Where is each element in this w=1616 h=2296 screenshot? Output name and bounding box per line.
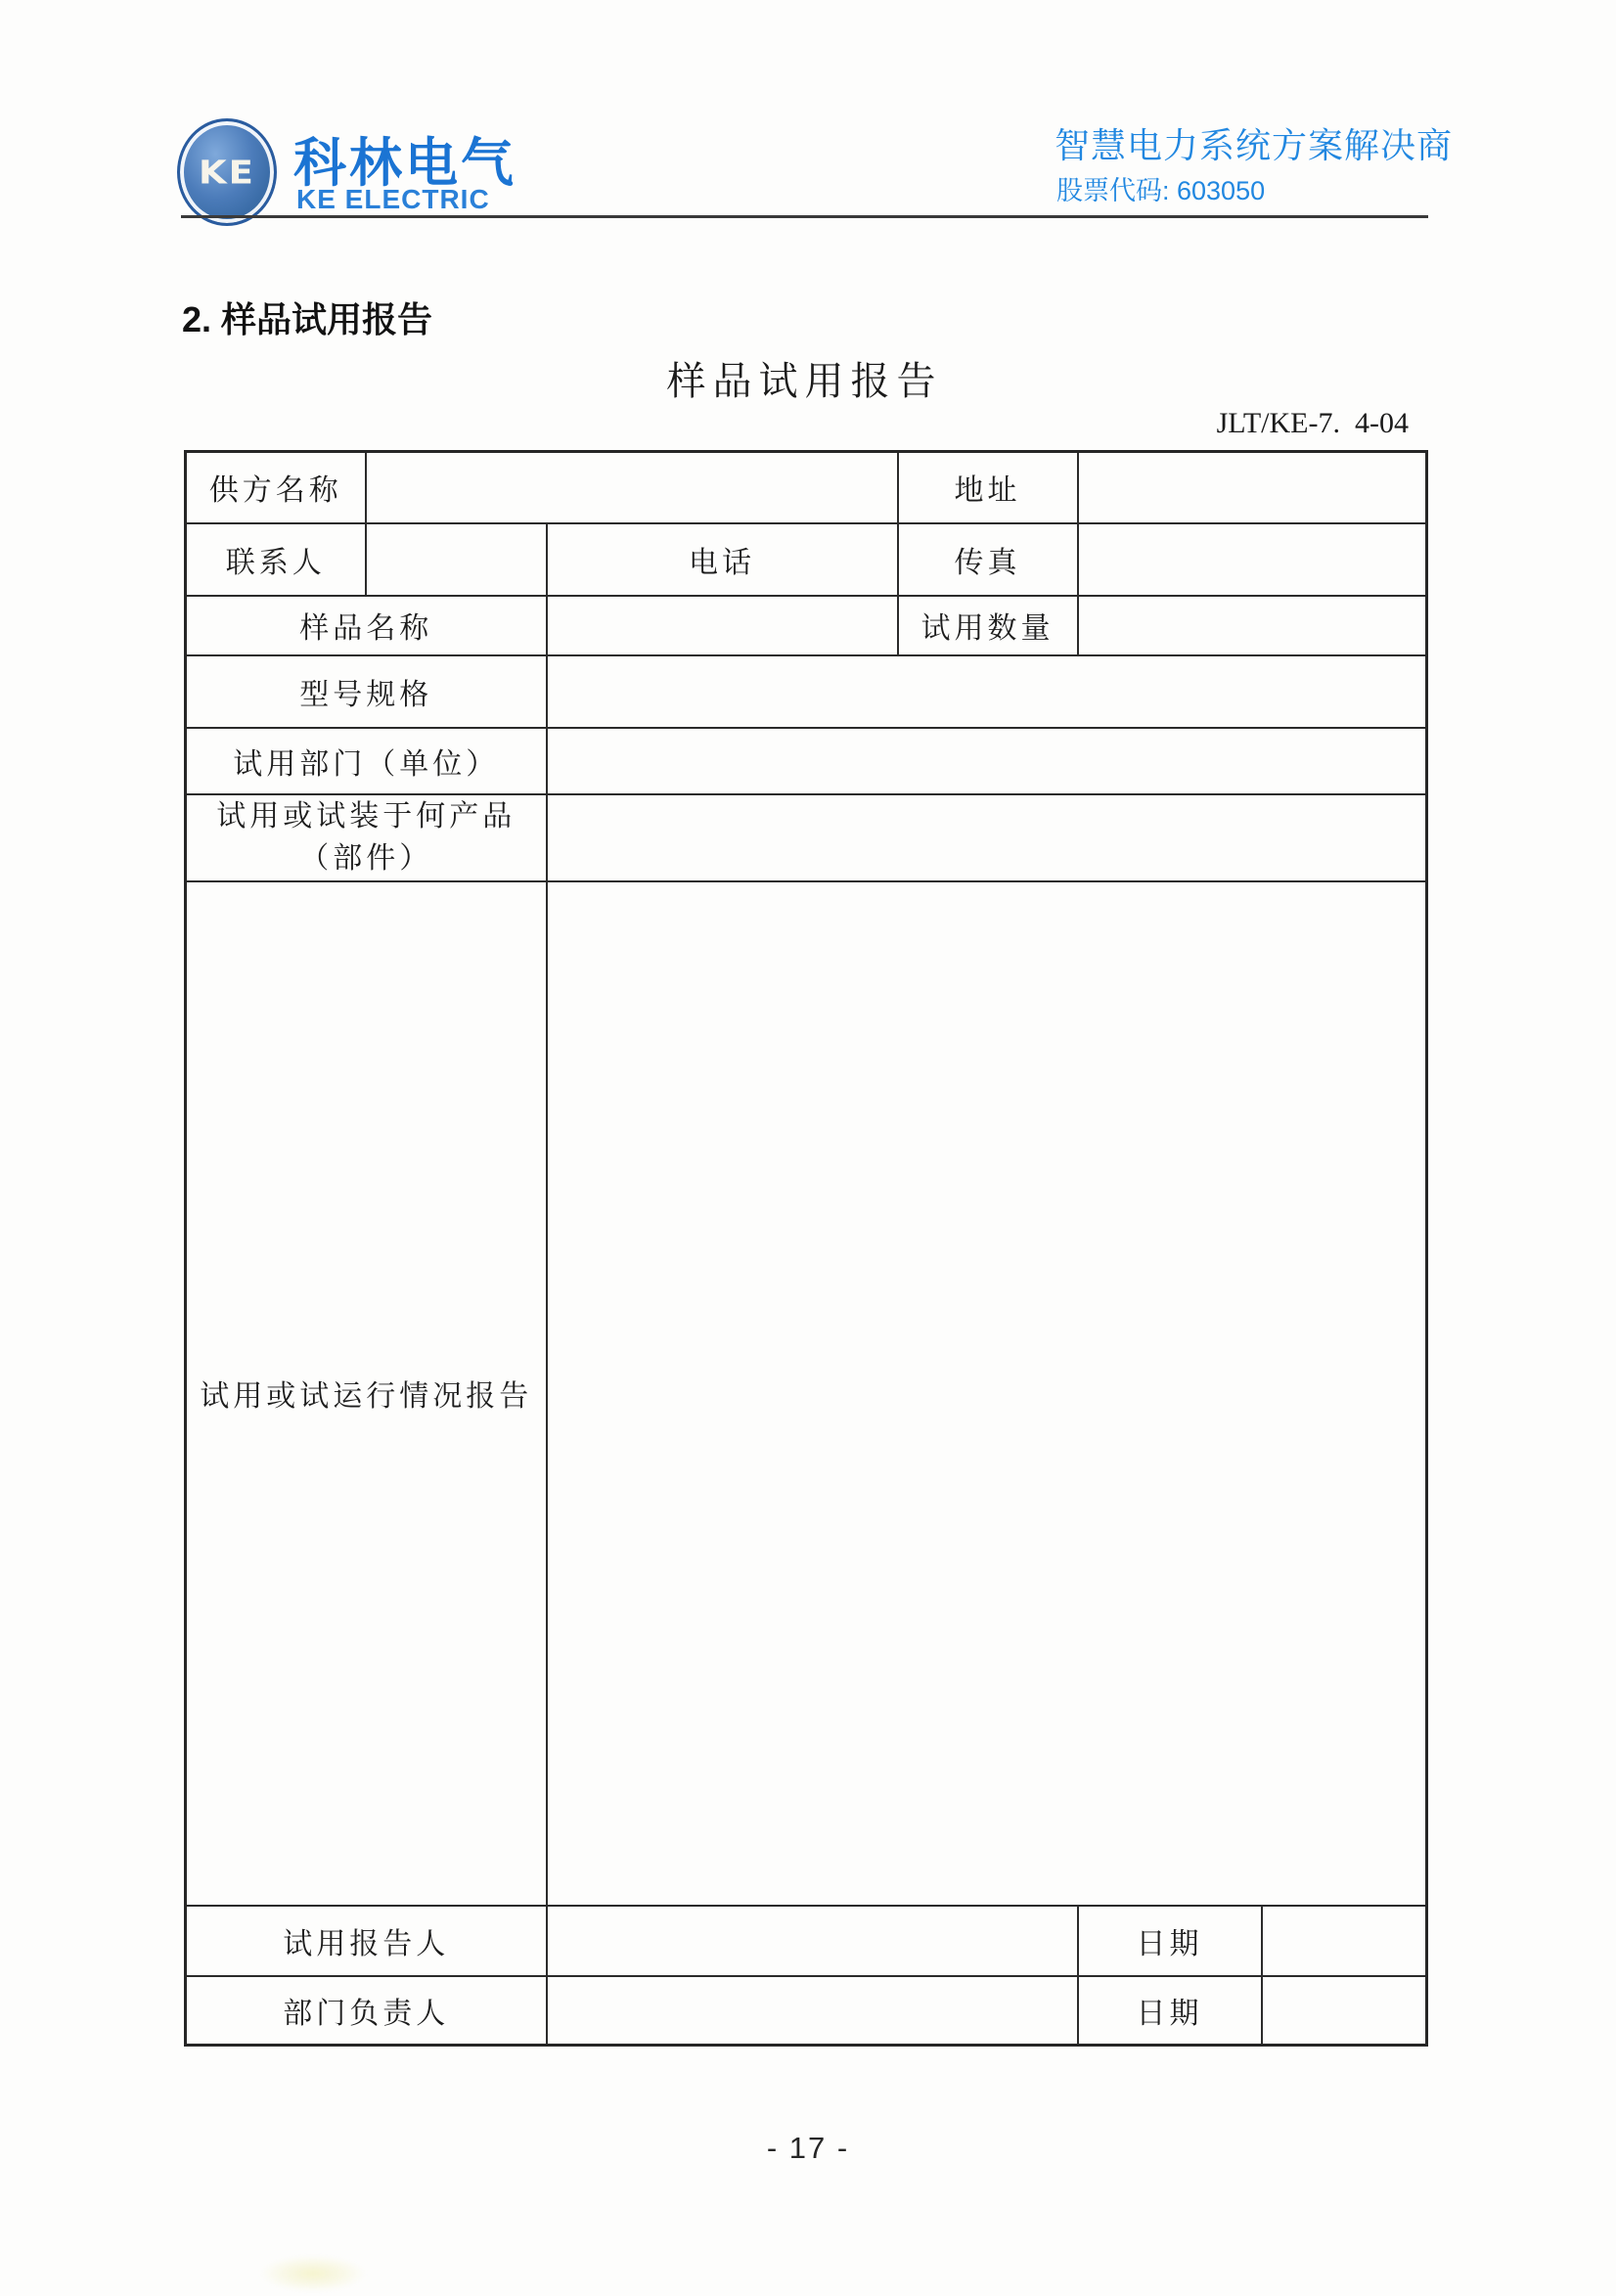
trial-dept-value-cell	[547, 728, 1427, 794]
trial-dept-label: 试用部门（单位）	[186, 728, 547, 794]
fax-value-cell	[1078, 523, 1427, 596]
company-tagline: 智慧电力系统方案解决商	[1055, 125, 1454, 165]
address-value-cell	[1078, 452, 1427, 523]
trial-product-label-line2: （部件）	[299, 842, 433, 875]
sample-name-value-cell	[547, 596, 898, 655]
address-label: 地址	[898, 452, 1078, 523]
phone-label: 电话	[547, 523, 898, 596]
dept-head-date-label: 日期	[1078, 1976, 1262, 2046]
section-heading: 2. 样品试用报告	[182, 299, 433, 339]
contact-label: 联系人	[186, 523, 366, 596]
sample-name-label: 样品名称	[186, 596, 547, 655]
company-name-en: KE ELECTRIC	[296, 184, 490, 214]
contact-value-cell	[366, 523, 547, 596]
table-row	[186, 794, 1427, 881]
table-row	[186, 655, 1427, 728]
logo-monogram: KE	[199, 153, 255, 192]
supplier-value-cell	[366, 452, 898, 523]
form-code: JLT/KE-7. 4-04	[1216, 407, 1409, 439]
page-number: - 17 -	[766, 2131, 850, 2165]
trial-product-label	[186, 794, 547, 881]
dept-head-date-value-cell	[1262, 1976, 1427, 2046]
trial-report-label: 试用或试运行情况报告	[186, 881, 547, 1906]
trial-qty-value-cell	[1078, 596, 1427, 655]
scan-smudge-artifact	[259, 2255, 367, 2292]
supplier-label: 供方名称	[186, 452, 366, 523]
reporter-label: 试用报告人	[186, 1906, 547, 1976]
sample-trial-report-table	[184, 450, 1428, 2047]
table-row	[186, 881, 1427, 1906]
form-title: 样品试用报告	[666, 359, 943, 403]
company-logo-icon	[177, 118, 277, 226]
stock-code: 股票代码: 603050	[1056, 176, 1266, 205]
trial-product-label-line1: 试用或试装于何产品	[216, 799, 516, 833]
reporter-date-value-cell	[1262, 1906, 1427, 1976]
table-row	[186, 596, 1427, 655]
trial-qty-label: 试用数量	[898, 596, 1078, 655]
model-spec-label: 型号规格	[186, 655, 547, 728]
table-row	[186, 1976, 1427, 2046]
fax-label: 传真	[898, 523, 1078, 596]
dept-head-value-cell	[547, 1976, 1078, 2046]
reporter-value-cell	[547, 1906, 1078, 1976]
header-divider	[181, 215, 1428, 218]
table-row	[186, 523, 1427, 596]
company-name-cn: 科林电气	[293, 134, 516, 193]
table-row	[186, 452, 1427, 523]
model-spec-value-cell	[547, 655, 1427, 728]
table-row	[186, 728, 1427, 794]
trial-report-value-cell	[547, 881, 1427, 1906]
table-row	[186, 1906, 1427, 1976]
trial-product-value-cell	[547, 794, 1427, 881]
dept-head-label: 部门负责人	[186, 1976, 547, 2046]
reporter-date-label: 日期	[1078, 1906, 1262, 1976]
